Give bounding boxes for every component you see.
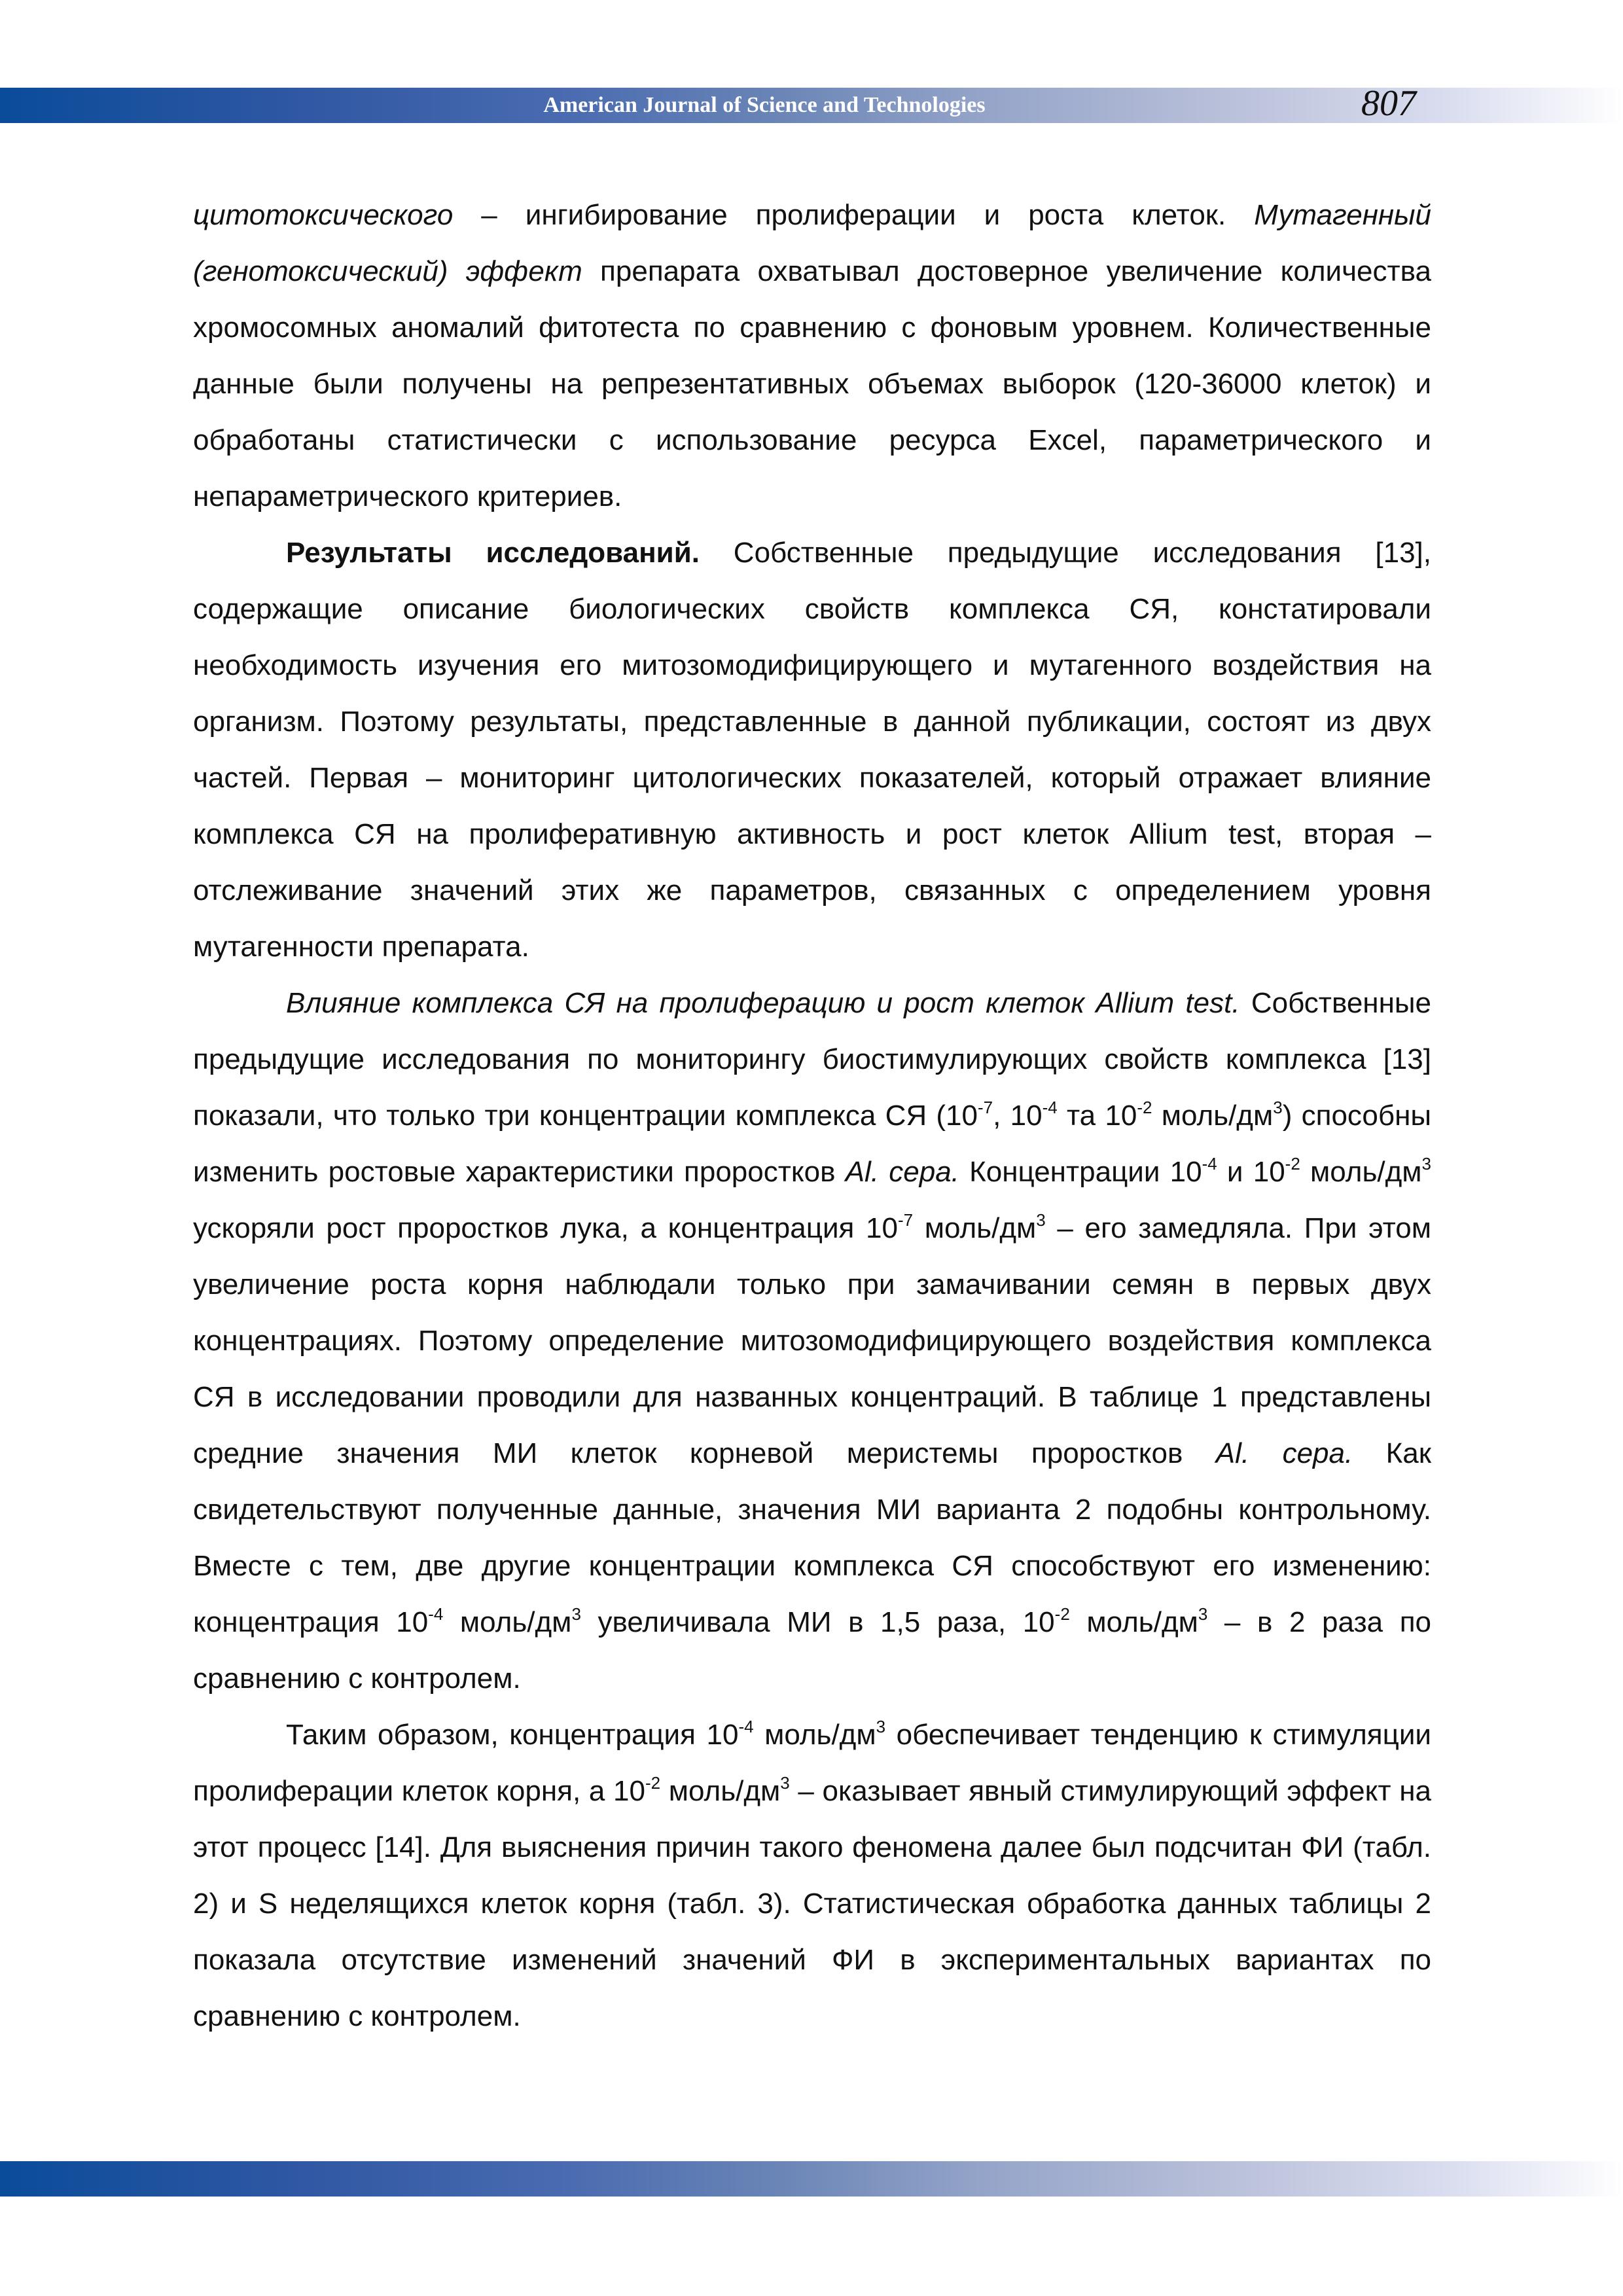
text-run: – оказывает явный стимулирующий эффект на этот процесс [14]. Для выяснения причин такого феномена далее был подсчитан ФИ (табл. 2) и S неделящихся клеток корня (табл. 3). Статистическая обработка данных таблицы 2 показала отсутствие изменений значений ФИ в экспериментальных вариантах по сравнению с контролем. (193, 1775, 1431, 2032)
superscript: -4 (1042, 1098, 1058, 1117)
superscript: -2 (1054, 1604, 1070, 1624)
text-run: увеличивала МИ в 1,5 раза, 10 (580, 1606, 1055, 1638)
superscript: 3 (780, 1773, 790, 1793)
text-run: и 10 (1217, 1156, 1285, 1188)
italic-term: Мутагенный (генотоксический) эффект (193, 199, 1431, 287)
text-run: Собственные предыдущие исследования [13], содержащие описание биологических свойств комплекса СЯ, констатировали необходимость изучения его митозомодифицирующего и мутагенного воздействия на организм. Поэтому результаты, представленные в данной публикации, состоят из двух частей. Первая – мониторинг цитологических показателей, который отражает влияние комплекса СЯ на пролиферативную активность и рост клеток Allium test, вторая – отслеживание значений этих же параметров, связанных с определением уровня мутагенности препарата. (193, 537, 1431, 963)
text-run: , 10 (993, 1100, 1043, 1132)
text-run: моль/дм (913, 1212, 1037, 1244)
text-run: моль/дм (753, 1719, 876, 1751)
paragraph-methods-end (193, 187, 1431, 525)
text-run: препарата охватывал достоверное увеличение количества хромосомных аномалий фитотеста по сравнению с фоновым уровнем. Количественные данные были получены на репрезентативных объемах выборок (120-36000 клеток) и обработаны статистически с использование ресурса Excel, параметрического и непараметрического критериев. (193, 255, 1432, 512)
subsection-heading-proliferation: Влияние комплекса СЯ на пролиферацию и рост клеток Allium test. (286, 987, 1240, 1019)
text-run: моль/дм (443, 1606, 572, 1638)
section-heading-results: Результаты исследований. (286, 537, 700, 569)
text-run: моль/дм (660, 1775, 781, 1807)
superscript: 3 (1198, 1604, 1208, 1624)
text-run: моль/дм (1300, 1156, 1422, 1188)
superscript: 3 (1036, 1210, 1046, 1230)
paragraph-conclusion (193, 1707, 1431, 2045)
text-run: – ингибирование пролиферации и роста клеток. (453, 199, 1255, 231)
text-run: та 10 (1057, 1100, 1137, 1132)
superscript: 3 (1421, 1154, 1431, 1174)
text-run: Таким образом, концентрация 10 (286, 1719, 739, 1751)
text-run: – в 2 раза по сравнению с контролем. (193, 1606, 1431, 1695)
text-run: моль/дм (1069, 1606, 1198, 1638)
superscript: 3 (876, 1717, 886, 1736)
text-run: Собственные предыдущие исследования по мониторингу биостимулирующих свойств комплекса [13] показали, что только три концентрации комплекса СЯ (10 (193, 987, 1431, 1132)
species-name: Al. cepa. (845, 1156, 959, 1188)
italic-term: цитотоксического (193, 199, 454, 231)
text-run: ) способны изменить ростовые характеристики проростков (193, 1100, 1432, 1188)
article-body (193, 187, 1431, 2045)
superscript: -2 (1285, 1154, 1300, 1174)
superscript: -4 (1202, 1154, 1217, 1174)
paragraph-proliferation (193, 975, 1431, 1707)
superscript: -4 (738, 1717, 754, 1736)
text-run: Концентрации 10 (959, 1156, 1202, 1188)
text-run: обеспечивает тенденцию к стимуляции пролиферации клеток корня, а 10 (193, 1719, 1431, 1807)
text-run: Как свидетельствуют полученные данные, значения МИ варианта 2 подобны контрольному. Вместе с тем, две другие концентрации комплекса СЯ способствуют его изменению: концентрация 10 (193, 1437, 1432, 1638)
superscript: 3 (571, 1604, 581, 1624)
text-run: ускоряли рост проростков лука, а концентрация 10 (193, 1212, 898, 1244)
superscript: 3 (1273, 1098, 1283, 1117)
page-number: 807 (1361, 83, 1416, 124)
superscript: -4 (428, 1604, 444, 1624)
paragraph-results (193, 525, 1431, 975)
text-run: моль/дм (1152, 1100, 1274, 1132)
superscript: -7 (897, 1210, 914, 1230)
superscript: -2 (645, 1773, 661, 1793)
footer-band (0, 2161, 1623, 2197)
journal-title-text: American Journal of Science and Technologies (543, 93, 986, 117)
species-name: Al. cepa. (1215, 1437, 1353, 1469)
text-run: – его замедляла. При этом увеличение роста корня наблюдали только при замачивании семян в первых двух концентрациях. Поэтому определение митозомодифицирующего воздействия комплекса СЯ в исследовании проводили для названных концентраций. В таблице 1 представлены средние значения МИ клеток корневой меристемы проростков (193, 1212, 1431, 1469)
superscript: -7 (978, 1098, 993, 1117)
superscript: -2 (1137, 1098, 1152, 1117)
